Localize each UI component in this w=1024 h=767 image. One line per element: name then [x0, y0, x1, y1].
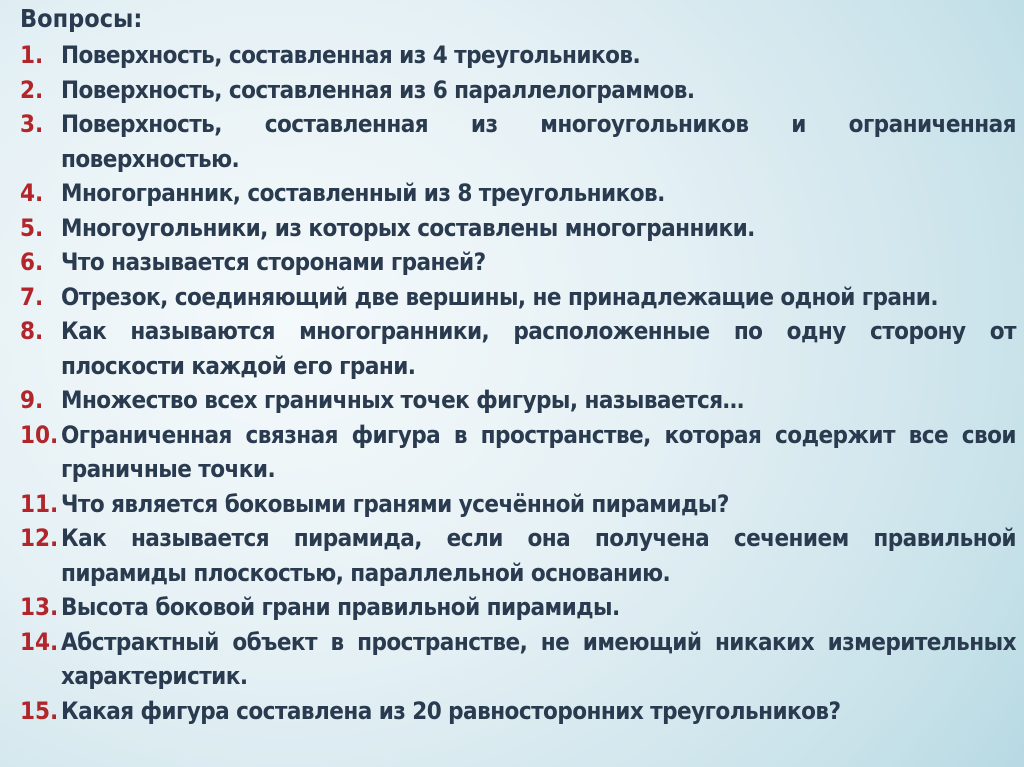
question-text: Ограниченная связная фигура в пространстве, которая содержит все свои граничные точки. — [61, 420, 1016, 483]
question-item — [20, 38, 1016, 73]
question-number: 12. — [20, 524, 59, 552]
question-number: 10. — [20, 420, 59, 449]
question-number: 8. — [20, 317, 44, 345]
question-item — [20, 694, 1016, 729]
question-item — [20, 383, 1016, 418]
question-text: Множество всех граничных точек фигуры, называется… — [61, 386, 744, 414]
question-item — [20, 280, 1016, 315]
question-number: 13. — [20, 593, 59, 621]
question-text: Абстрактный объект в пространстве, не имеющий никаких измерительных характеристик. — [61, 627, 1016, 690]
question-number: 15. — [20, 696, 59, 725]
question-text: Поверхность, составленная из 6 параллелограммов. — [61, 75, 695, 104]
question-number: 4. — [20, 179, 44, 207]
question-number: 1. — [20, 41, 44, 69]
question-number: 11. — [20, 489, 59, 518]
slide-title: Вопросы: — [20, 4, 143, 33]
question-item — [20, 487, 1016, 522]
question-number: 6. — [20, 248, 44, 276]
question-text: Что называется сторонами граней? — [61, 248, 486, 276]
question-item — [20, 521, 1016, 590]
question-item — [20, 73, 1016, 108]
question-text: Как называются многогранники, расположенные по одну сторону от плоскости каждой его грани. — [61, 317, 1016, 380]
question-item — [20, 314, 1016, 383]
question-number: 9. — [20, 386, 44, 414]
question-text: Поверхность, составленная из многоугольников и ограниченная поверхностью. — [61, 110, 1016, 173]
question-text: Многогранник, составленный из 8 треугольников. — [61, 179, 665, 207]
question-number: 14. — [20, 627, 59, 656]
question-text: Многоугольники, из которых составлены многогранники. — [61, 213, 755, 242]
question-number: 5. — [20, 213, 44, 242]
question-text: Какая фигура составлена из 20 равносторонних треугольников? — [61, 696, 841, 725]
question-item — [20, 590, 1016, 625]
question-item — [20, 176, 1016, 211]
question-list — [20, 38, 1016, 728]
question-number: 7. — [20, 282, 44, 311]
question-number: 3. — [20, 110, 44, 138]
question-text: Высота боковой грани правильной пирамиды. — [61, 593, 620, 621]
question-item — [20, 245, 1016, 280]
question-text: Что является боковыми гранями усечённой пирамиды? — [61, 489, 729, 518]
question-text: Отрезок, соединяющий две вершины, не принадлежащие одной грани. — [61, 282, 939, 311]
question-number: 2. — [20, 75, 44, 104]
question-item — [20, 418, 1016, 487]
question-item — [20, 211, 1016, 246]
question-text: Как называется пирамида, если она получена сечением правильной пирамиды плоскостью, параллельной основанию. — [61, 524, 1016, 587]
question-item — [20, 107, 1016, 176]
question-item — [20, 625, 1016, 694]
question-text: Поверхность, составленная из 4 треугольников. — [61, 41, 641, 69]
